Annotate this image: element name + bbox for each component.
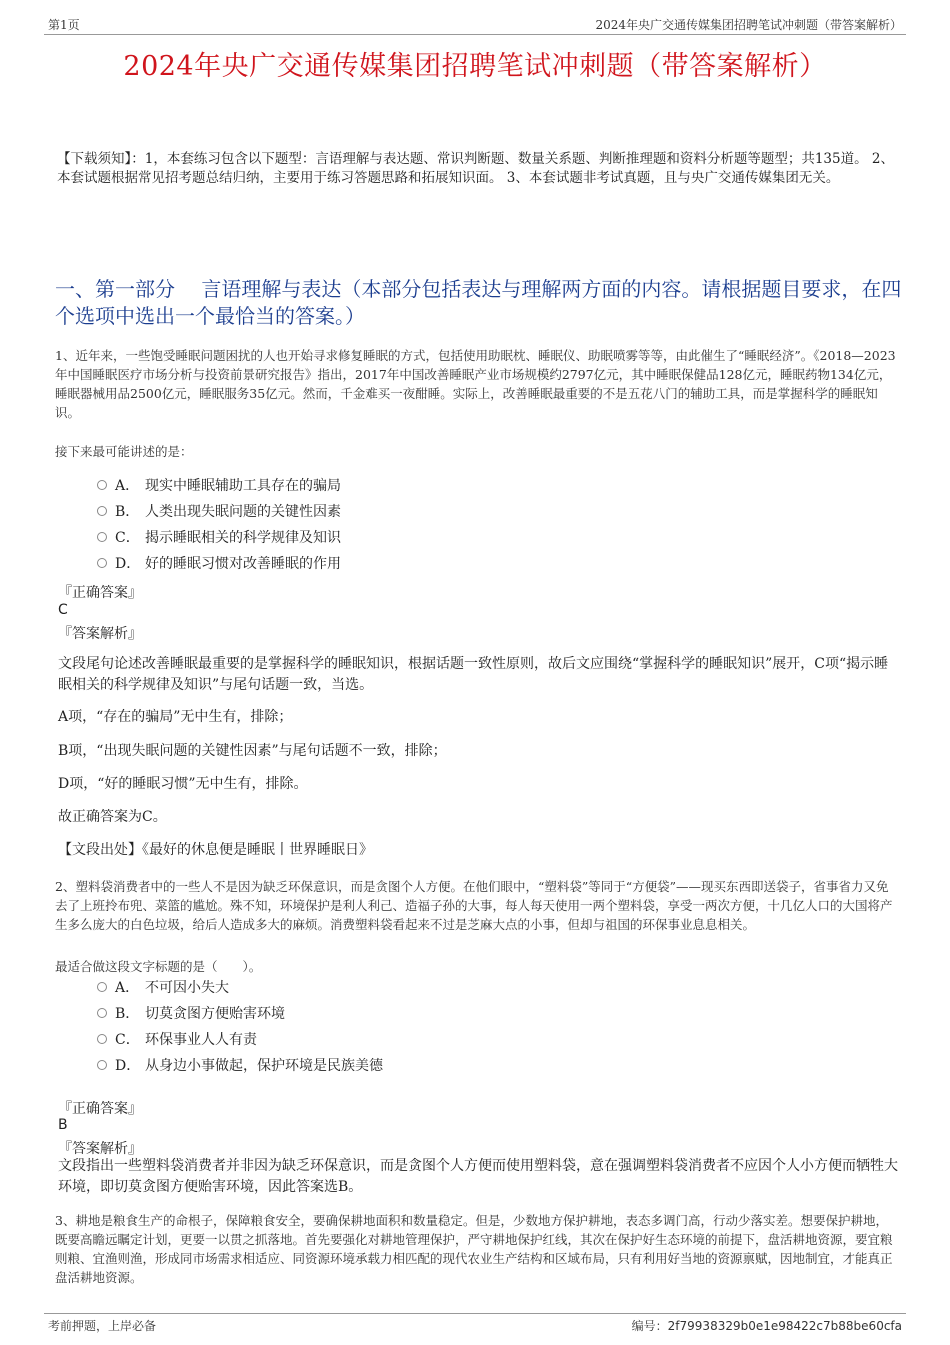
question-1-analysis-p3: B项，“出现失眠问题的关键性因素”与尾句话题不一致，排除；: [58, 743, 447, 759]
header-doc-title: 2024年央广交通传媒集团招聘笔试冲刺题（带答案解析）: [595, 18, 902, 32]
option-letter: D．: [115, 556, 141, 572]
radio-icon[interactable]: [97, 532, 107, 542]
option-text: 环保事业人人有责: [145, 1032, 257, 1048]
question-1-analysis-p5: 故正确答案为C。: [58, 809, 167, 825]
question-1-answer-label: 『正确答案』: [58, 585, 142, 601]
footer-code-label: 编号：: [631, 1319, 668, 1333]
option-text: 现实中睡眠辅助工具存在的骗局: [145, 478, 341, 494]
question-1-analysis-p4: D项，“好的睡眠习惯”无中生有，排除。: [58, 776, 308, 792]
option-text: 切莫贪图方便贻害环境: [145, 1006, 285, 1022]
question-2-option-b[interactable]: [97, 1004, 285, 1024]
question-2-stem: 2、塑料袋消费者中的一些人不是因为缺乏环保意识，而是贪图个人方便。在他们眼中，“塑料袋”等同于“方便袋”——现买东西即送袋子，省事省力又免去了上班拎布兜、菜篮的尴尬。殊不知，环境保护是利人利己、造福子孙的大事，每人每天使用一两个塑料袋，享受一两次方便，十几亿人口的大国将产生多么庞大的白色垃圾，给后人造成多大的麻烦。消费塑料袋看起来不过是芝麻大点的小事，但却与祖国的环保事业息息相关。: [55, 879, 893, 932]
option-text: 从身边小事做起，保护环境是民族美德: [145, 1058, 383, 1074]
question-1-option-b[interactable]: [97, 502, 341, 522]
option-text: 不可因小失大: [145, 980, 229, 996]
option-text: 揭示睡眠相关的科学规律及知识: [145, 530, 341, 546]
footer-code: [632, 1317, 902, 1334]
question-3-stem: 3、耕地是粮食生产的命根子，保障粮食安全，要确保耕地面积和数量稳定。但是，少数地方保护耕地，表态多调门高，行动少落实差。想要保护耕地，既要高瞻远瞩定计划，更要一以贯之抓落地。首先要强化对耕地管理保护，严守耕地保护红线，其次在保护好生态环境的前提下，盘活耕地资源，要宜粮则粮、宜渔则渔，形成同市场需求相适应、同资源环境承载力相匹配的现代农业生产结构和区域布局，只有利用好当地的资源禀赋，因地制宜，才能真正盘活耕地资源。: [55, 1213, 893, 1285]
page-header: [44, 14, 906, 35]
question-2-option-d[interactable]: [97, 1056, 383, 1076]
option-letter: A．: [115, 478, 140, 494]
option-letter: B．: [115, 1006, 140, 1022]
radio-icon[interactable]: [97, 1060, 107, 1070]
radio-icon[interactable]: [97, 506, 107, 516]
question-2-prompt: 最适合做这段文字标题的是（ ）。: [55, 959, 262, 974]
option-letter: C．: [115, 530, 140, 546]
radio-icon[interactable]: [97, 982, 107, 992]
option-letter: D．: [115, 1058, 141, 1074]
question-1-analysis-p1: 文段尾句论述改善睡眠最重要的是掌握科学的睡眠知识，根据话题一致性原则，故后文应围绕“掌握科学的睡眠知识”展开，C项“揭示睡眠相关的科学规律及知识”与尾句话题一致，当选。: [58, 656, 889, 693]
question-2-option-a[interactable]: [97, 978, 229, 998]
page-footer: [44, 1313, 906, 1336]
option-letter: C．: [115, 1032, 140, 1048]
radio-icon[interactable]: [97, 1008, 107, 1018]
radio-icon[interactable]: [97, 480, 107, 490]
footer-code-value: 2f79938329b0e1e98422c7b88be60cfa: [667, 1319, 902, 1333]
radio-icon[interactable]: [97, 558, 107, 568]
footer-slogan: 考前押题，上岸必备: [48, 1319, 157, 1333]
question-2-analysis-p1: 文段指出一些塑料袋消费者并非因为缺乏环保意识，而是贪图个人方便而使用塑料袋，意在强调塑料袋消费者不应因个人小方便而牺牲大环境，即切莫贪图方便贻害环境，因此答案选B。: [58, 1158, 898, 1195]
question-1-analysis-p2: A项，“存在的骗局”无中生有，排除；: [58, 709, 293, 725]
question-1-stem: 1、近年来，一些饱受睡眠问题困扰的人也开始寻求修复睡眠的方式，包括使用助眠枕、睡眠仪、助眠喷雾等等，由此催生了“睡眠经济”。《2018—2023年中国睡眠医疗市场分析与投资前景研究报告》指出，2017年中国改善睡眠产业市场规模约2797亿元，其中睡眠保健品128亿元，睡眠药物134亿元，睡眠器械用品2500亿元，睡眠服务35亿元。然而，千金难买一夜酣睡。实际上，改善睡眠最重要的不是五花八门的辅助工具，而是掌握科学的睡眠知识。: [55, 348, 896, 420]
option-letter: A．: [115, 980, 140, 996]
page-title: 2024年央广交通传媒集团招聘笔试冲刺题（带答案解析）: [123, 51, 827, 82]
question-2-answer: B: [58, 1117, 68, 1133]
question-1-option-c[interactable]: [97, 528, 341, 548]
page-number: 第1页: [48, 18, 80, 32]
question-1-answer: C: [58, 602, 68, 618]
option-text: 好的睡眠习惯对改善睡眠的作用: [145, 556, 341, 572]
download-notice: 【下载须知】：1，本套练习包含以下题型：言语理解与表达题、常识判断题、数量关系题、判断推理题和资料分析题等题型；共135道。 2、本套试题根据常见招考题总结归纳，主要用于练习答题思路和拓展知识面。 3、本套试题非考试真题，且与央广交通传媒集团无关。: [57, 151, 894, 186]
option-text: 人类出现失眠问题的关键性因素: [145, 504, 341, 520]
question-1-option-a[interactable]: [97, 476, 341, 496]
question-1-analysis-label: 『答案解析』: [58, 626, 142, 642]
radio-icon[interactable]: [97, 1034, 107, 1044]
question-2-option-c[interactable]: [97, 1030, 257, 1050]
option-letter: B．: [115, 504, 140, 520]
section-heading: 一、第一部分 言语理解与表达（本部分包括表达与理解两方面的内容。请根据题目要求，在四个选项中选出一个最恰当的答案。）: [55, 277, 902, 328]
question-1-source: 【文段出处】《最好的休息便是睡眠丨世界睡眠日》: [58, 842, 373, 858]
question-2-answer-label: 『正确答案』: [58, 1101, 142, 1117]
question-1-prompt: 接下来最可能讲述的是：: [55, 444, 193, 459]
question-1-option-d[interactable]: [97, 554, 341, 574]
question-2-analysis-label: 『答案解析』: [58, 1141, 142, 1157]
